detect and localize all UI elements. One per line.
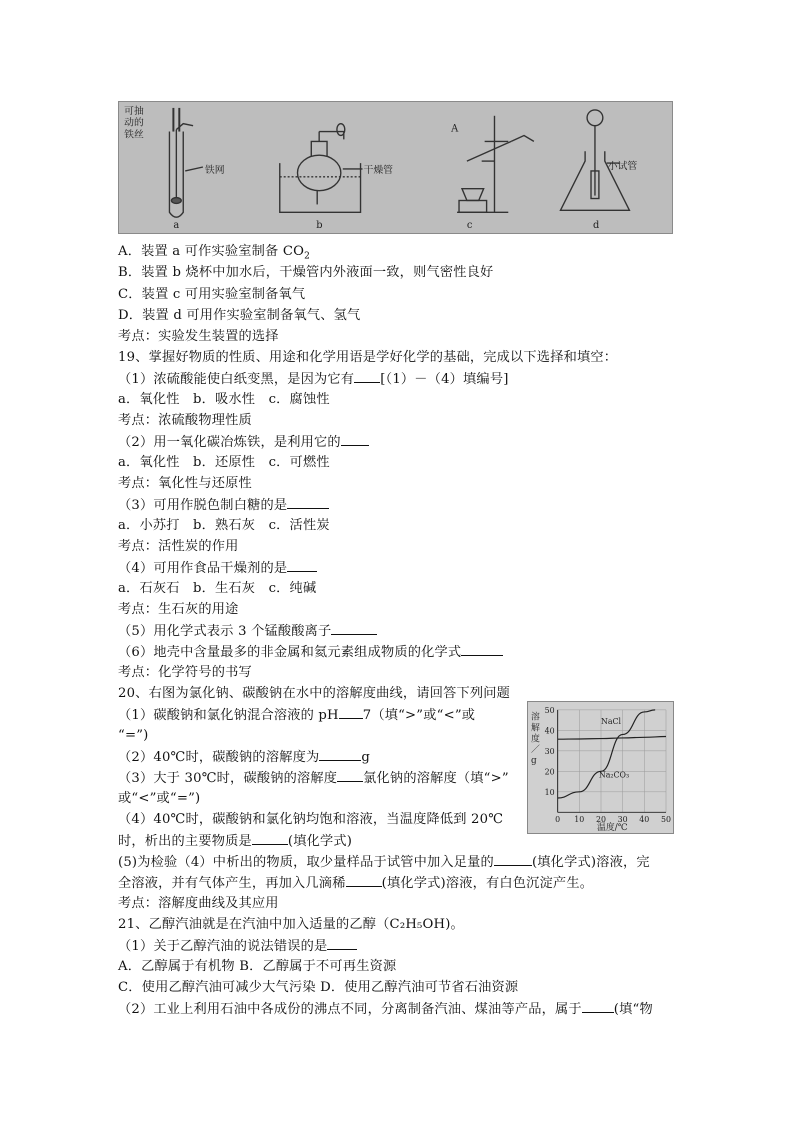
question-19-stem: 19、掌握好物质的性质、用途和化学用语是学好化学的基础，完成以下选择和填空： xyxy=(118,350,618,365)
question-20-stem: 20、右图为氯化钠、碳酸钠在水中的溶解度曲线，请回答下列问题 xyxy=(118,686,511,701)
label-a-mid: 动的 xyxy=(124,117,144,129)
q21-options-cd: C．使用乙醇汽油可减少大气污染 D．使用乙醇汽油可节省石油资源 xyxy=(118,980,519,995)
series-nacl-line xyxy=(558,737,666,740)
caption-b: b xyxy=(316,220,323,232)
option-a: A．装置 a 可作实验室制备 $CO_2$ xyxy=(118,244,311,262)
q19-3-options: a．小苏打 b．熟石灰 c．活性炭 xyxy=(118,518,330,533)
q20-part-2: （2）40℃时，碳酸钠的溶解度为 g xyxy=(118,750,371,765)
q20-part-5: (5)为检验（4）中析出的物质，取少量样品于试管中加入足量的 (填化学式)溶液，完 xyxy=(118,855,650,870)
label-a-bot: 铁丝 xyxy=(124,129,144,141)
q20-part-4-cont: 时，析出的主要物质是 (填化学式) xyxy=(118,834,353,849)
caption-a: a xyxy=(173,220,180,232)
q20-part-1: （1）碳酸钠和氯化钠混合溶液的 pH 7（填“>”或“<”或 xyxy=(118,708,476,723)
q19-part-4: （4）可用作食品干燥剂的是 xyxy=(118,559,317,578)
q20-part-3: （3）大于 30℃时，碳酸钠的溶解度 氯化钠的溶解度（填“>” xyxy=(118,771,509,786)
kaodian-20: 考点：溶解度曲线及其应用 xyxy=(118,896,279,911)
x-tick-label: 0 xyxy=(555,815,561,825)
y-tick-label: 40 xyxy=(544,726,555,736)
apparatus-drawing xyxy=(119,102,672,233)
x-tick-label: 20 xyxy=(595,815,607,825)
question-21-stem: 21、乙醇汽油就是在汽油中加入适量的乙醇（C₂H₅OH)。 xyxy=(118,917,464,932)
y-tick-label: 30 xyxy=(544,746,555,756)
q20-part-5-cont: 全溶液，并有气体产生，再加入几滴稀 (填化学式)溶液，有白色沉淀产生。 xyxy=(118,876,594,891)
x-tick-label: 30 xyxy=(617,815,628,825)
x-tick-label: 10 xyxy=(574,815,585,825)
x-axis-label: 温度/℃ xyxy=(597,823,628,833)
label-a-top: 可抽 xyxy=(124,105,144,117)
label-c-A: A xyxy=(451,123,459,135)
q19-1-options: a．氧化性 b．吸水性 c．腐蚀性 xyxy=(118,392,330,407)
kaodian-18: 考点：实验发生装置的选择 xyxy=(118,329,279,344)
label-a-net: 铁网 xyxy=(204,164,225,176)
q21-options-ab: A．乙醇属于有机物 B．乙醇属于不可再生资源 xyxy=(118,959,397,974)
label-d-tube: 小试管 xyxy=(607,160,638,172)
option-d: D．装置 d 可用作实验室制备氧气、氢气 xyxy=(118,308,361,323)
kaodian-19-4: 考点：生石灰的用途 xyxy=(118,602,239,617)
y-tick-label: 10 xyxy=(544,787,555,797)
y-tick-label: 50 xyxy=(544,705,555,715)
q20-part-4: （4）40℃时，碳酸钠和氯化钠均饱和溶液，当温度降低到 20℃ xyxy=(118,812,504,827)
option-b: B．装置 b 烧杯中加水后，干燥管内外液面一致，则气密性良好 xyxy=(118,265,494,280)
solubility-chart-svg xyxy=(528,702,673,833)
caption-d: d xyxy=(592,220,600,232)
kaodian-19-56: 考点：化学符号的书写 xyxy=(118,665,252,680)
kaodian-19-1: 考点：浓硫酸物理性质 xyxy=(118,413,252,428)
caption-c: c xyxy=(466,220,473,232)
q19-part-2: （2）用一氧化碳冶炼铁，是利用它的 xyxy=(118,433,369,452)
solubility-chart xyxy=(527,701,674,834)
label-b-tube: 干燥管 xyxy=(363,164,393,176)
y-axis-label: 溶解度／ g xyxy=(531,712,540,767)
option-c: C．装置 c 可用实验室制备氧气 xyxy=(118,287,306,302)
kaodian-19-2: 考点：氧化性与还原性 xyxy=(118,476,252,491)
legend-nacl: NaCl xyxy=(600,717,622,727)
x-tick-label: 50 xyxy=(660,815,672,825)
legend-na2co3: Na₂CO₃ xyxy=(598,770,630,780)
q20-part-1-cont: “=”) xyxy=(118,728,149,743)
q21-part-2: （2）工业上利用石油中各成份的沸点不同，分离制备汽油、煤油等产品，属于 (填“物 xyxy=(118,1002,653,1017)
x-tick-label: 40 xyxy=(639,815,650,825)
q19-2-options: a．氧化性 b．还原性 c．可燃性 xyxy=(118,455,330,470)
q21-part-1: （1）关于乙醇汽油的说法错误的是 xyxy=(118,937,357,956)
q19-part-5: （5）用化学式表示 3 个锰酸酸离子 xyxy=(118,622,377,641)
q19-part-6: （6）地壳中含量最多的非金属和氦元素组成物质的化学式 xyxy=(118,643,503,662)
apparatus-figure xyxy=(118,101,673,234)
y-tick-label: 20 xyxy=(544,767,555,777)
q19-4-options: a．石灰石 b．生石灰 c．纯碱 xyxy=(118,581,317,596)
q19-part-3: （3）可用作脱色制白糖的是 xyxy=(118,496,329,515)
kaodian-19-3: 考点：活性炭的作用 xyxy=(118,539,239,554)
q19-part-1: （1）浓硫酸能使白纸变黑，是因为它有 [（1）－（4）填编号] xyxy=(118,372,509,387)
q20-part-3-cont: 或“<”或“=”) xyxy=(118,791,201,806)
